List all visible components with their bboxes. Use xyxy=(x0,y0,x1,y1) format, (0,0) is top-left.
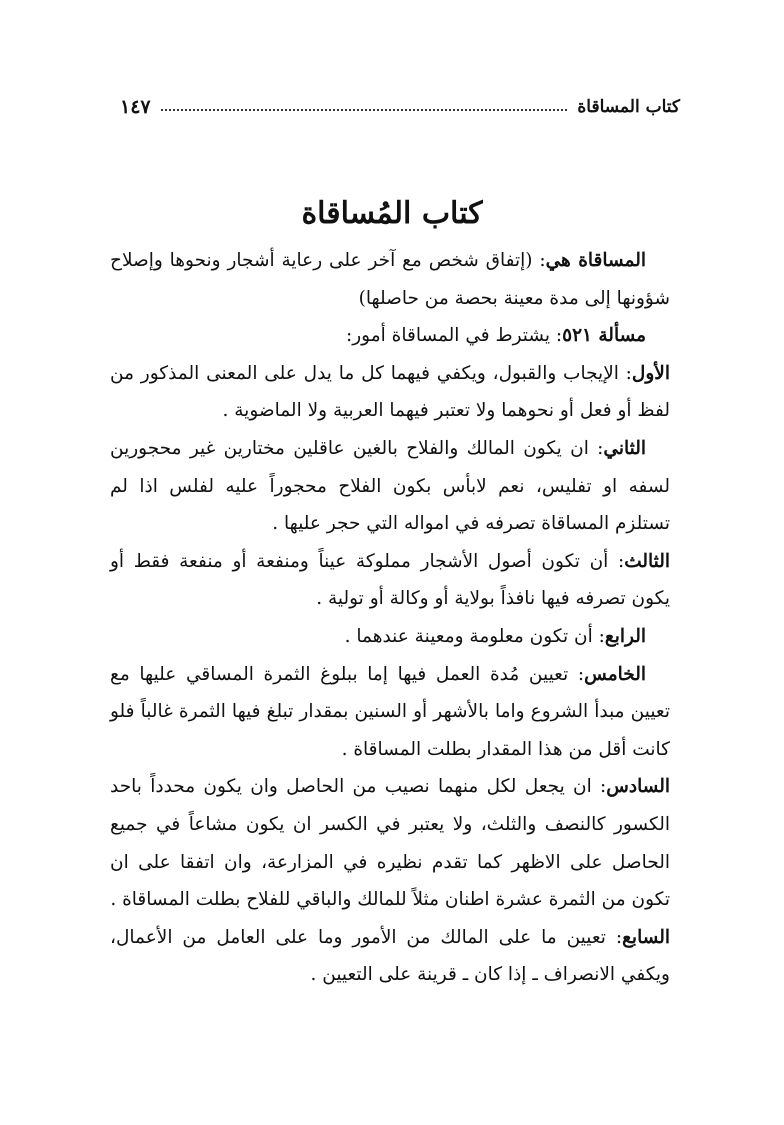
paragraph-term: الأول xyxy=(631,362,670,384)
paragraph-text: : الإيجاب والقبول، ويكفي فيهما كل ما يدل على المعنى المذكور من لفظ أو فعل أو نحوهما ولا تعتبر فيهما العربية ولا الماضوية . xyxy=(110,362,670,422)
paragraph-definition xyxy=(110,242,670,317)
paragraph-text: : أن تكون معلومة ومعينة عندهما . xyxy=(344,625,605,647)
paragraph-condition-2 xyxy=(110,430,670,543)
body-text xyxy=(110,242,670,994)
running-header xyxy=(120,92,680,122)
paragraph-term: الرابع xyxy=(604,625,646,647)
chapter-title: كتاب المُساقاة xyxy=(301,196,483,231)
paragraph-text: : (إتفاق شخص مع آخر على رعاية أشجار ونحوها وإصلاح شؤونها إلى مدة معينة بحصة من حاصلها) xyxy=(110,250,670,309)
running-title: كتاب المساقاة xyxy=(577,97,680,117)
paragraph-condition-4 xyxy=(110,618,670,656)
paragraph-text: : يشترط في المساقاة أمور: xyxy=(346,325,563,347)
paragraph-condition-7 xyxy=(110,919,670,994)
paragraph-issue xyxy=(110,317,670,355)
page-number: ١٤٧ xyxy=(120,96,151,118)
paragraph-text: : تعيين مُدة العمل فيها إما ببلوغ الثمرة المساقي عليها مع تعيين مبدأ الشروع واما بالأشهر أو السنين بمقدار تبلغ فيها الثمرة غالباً فلو كانت أقل من هذا المقدار بطلت المساقاة . xyxy=(110,663,670,760)
paragraph-condition-6 xyxy=(110,768,670,918)
paragraph-condition-5 xyxy=(110,656,670,769)
paragraph-term: الخامس xyxy=(584,663,646,685)
paragraph-text: : أن تكون أصول الأشجار مملوكة عيناً ومنفعة أو منفعة فقط أو يكون تصرفه فيها نافذاً بولاية أو وكالة أو تولية . xyxy=(110,550,670,610)
paragraph-text: : ان يكون المالك والفلاح بالغين عاقلين مختارين غير محجورين لسفه او تفليس، نعم لابأس بكون الفلاح محجوراً عليه لفلس اذا لم تستلزم المساقاة تصرفه في امواله التي حجر عليها . xyxy=(110,437,670,535)
paragraph-term: الثاني xyxy=(603,437,646,459)
paragraph-term: الثالث xyxy=(624,550,670,572)
paragraph-term: السادس xyxy=(606,776,670,798)
paragraph-text: : ان يجعل لكل منهما نصيب من الحاصل وان يكون محدداً باحد الكسور كالنصف والثلث، ولا يعتبر في الكسر ان يكون مشاعاً في جميع الحاصل على الاظهر كما تقدم نظيره في المزارعة، وان اتفقا على ان تكون من الثمرة عشرة اطنان مثلاً للمالك والباقي للفلاح بطلت المساقاة . xyxy=(110,776,670,911)
paragraph-term: مسألة ٥٢١ xyxy=(562,325,646,347)
paragraph-text: : تعيين ما على المالك من الأمور وما على العامل من الأعمال، ويكفي الانصراف ـ إذا كان ـ قرينة على التعيين . xyxy=(110,926,670,986)
paragraph-condition-1 xyxy=(110,355,670,430)
paragraph-term: المساقاة هي xyxy=(545,250,647,271)
paragraph-term: السابع xyxy=(622,926,670,948)
paragraph-condition-3 xyxy=(110,543,670,618)
dotted-leader xyxy=(161,109,568,111)
